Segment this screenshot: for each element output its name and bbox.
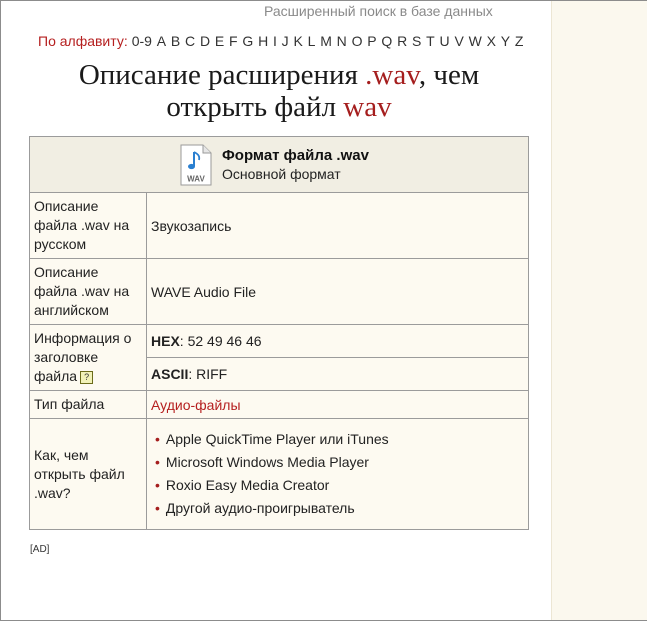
alphabet-letter-a[interactable]: A (156, 33, 167, 49)
alphabet-letter-e[interactable]: E (214, 33, 225, 49)
alphabet-letter-h[interactable]: H (258, 33, 269, 49)
title-part-2: , чем открыть файл (166, 59, 480, 123)
header-info-label-text: Информация о заголовке файла (34, 330, 132, 384)
alphabet-letter-p[interactable]: P (367, 33, 377, 49)
help-icon[interactable]: ? (80, 371, 93, 384)
alphabet-letter-u[interactable]: U (439, 33, 450, 49)
open-with-cell (147, 419, 529, 530)
file-type-label: Тип файла (30, 391, 147, 419)
hex-label: HEX (151, 333, 180, 349)
app-name: Apple QuickTime Player или iTunes (165, 431, 389, 447)
bullet-icon: • (155, 500, 160, 516)
alphabet-letter-w[interactable]: W (468, 33, 482, 49)
list-item (155, 451, 524, 474)
alphabet-label: По алфавиту: (38, 33, 128, 49)
alphabet-letter-k[interactable]: K (293, 33, 303, 49)
file-type-cell (147, 391, 529, 419)
alphabet-letter-s[interactable]: S (412, 33, 422, 49)
app-name: Другой аудио-проигрыватель (165, 500, 355, 516)
open-with-label: Как, чем открыть файл .wav? (30, 419, 147, 530)
app-list (151, 428, 524, 520)
desc-en-label: Описание файла .wav на английском (30, 259, 147, 325)
desc-ru-label: Описание файла .wav на русском (30, 193, 147, 259)
ascii-label: ASCII (151, 366, 189, 382)
page-title (29, 59, 529, 123)
app-name: Microsoft Windows Media Player (165, 454, 369, 470)
file-info-table (29, 136, 529, 530)
table-row (30, 259, 529, 325)
format-subtitle: Основной формат (222, 166, 341, 182)
wav-file-icon (180, 144, 212, 186)
table-header-row (30, 137, 529, 193)
ascii-text: : RIFF (188, 366, 228, 382)
side-panel (551, 1, 647, 620)
list-item (155, 497, 524, 520)
bullet-icon: • (155, 431, 160, 447)
header-info-label (30, 325, 147, 391)
alphabet-letter-f[interactable]: F (229, 33, 238, 49)
app-name: Roxio Easy Media Creator (165, 477, 330, 493)
table-row (30, 391, 529, 419)
bullet-icon: • (155, 477, 160, 493)
desc-en-value: WAVE Audio File (147, 259, 529, 325)
advanced-search-link[interactable]: Расширенный поиск в базе данных (264, 3, 493, 19)
alphabet-letter-n[interactable]: N (336, 33, 347, 49)
file-type-link[interactable]: Аудио-файлы (151, 396, 241, 413)
alphabet-letter-o[interactable]: O (351, 33, 363, 49)
hex-value (147, 325, 529, 358)
alphabet-letter-v[interactable]: V (454, 33, 464, 49)
alphabet-letter-c[interactable]: C (185, 33, 196, 49)
alphabet-letter-y[interactable]: Y (500, 33, 511, 49)
alphabet-nav (38, 33, 528, 49)
hex-bytes: : 52 49 46 46 (179, 333, 262, 349)
ascii-value (147, 358, 529, 391)
alphabet-letter-g[interactable]: G (242, 33, 254, 49)
list-item (155, 428, 524, 451)
title-ext-2: wav (343, 91, 392, 123)
alphabet-letter-t[interactable]: T (426, 33, 435, 49)
wav-icon-label: WAV (187, 174, 205, 183)
alphabet-letter-z[interactable]: Z (514, 33, 524, 49)
alphabet-letter-0-9[interactable]: 0-9 (131, 33, 152, 49)
alphabet-letter-r[interactable]: R (397, 33, 408, 49)
list-item (155, 474, 524, 497)
title-part-1: Описание расширения (78, 59, 366, 91)
alphabet-letter-d[interactable]: D (199, 33, 211, 49)
bullet-icon: • (155, 454, 160, 470)
desc-ru-value: Звукозапись (147, 193, 529, 259)
table-row (30, 325, 529, 358)
alphabet-letter-m[interactable]: M (320, 33, 332, 49)
alphabet-letter-i[interactable]: I (272, 33, 277, 49)
alphabet-letters (132, 33, 529, 49)
alphabet-letter-x[interactable]: X (486, 33, 496, 49)
ad-label: [AD] (30, 544, 50, 555)
alphabet-letter-q[interactable]: Q (381, 33, 393, 49)
format-title: Формат файла .wav (222, 147, 369, 164)
title-ext-1: .wav (365, 59, 419, 91)
alphabet-letter-b[interactable]: B (170, 33, 181, 49)
alphabet-letter-l[interactable]: L (307, 33, 316, 49)
file-card (30, 137, 529, 193)
table-row (30, 193, 529, 259)
table-row (30, 419, 529, 530)
alphabet-letter-j[interactable]: J (281, 33, 289, 49)
